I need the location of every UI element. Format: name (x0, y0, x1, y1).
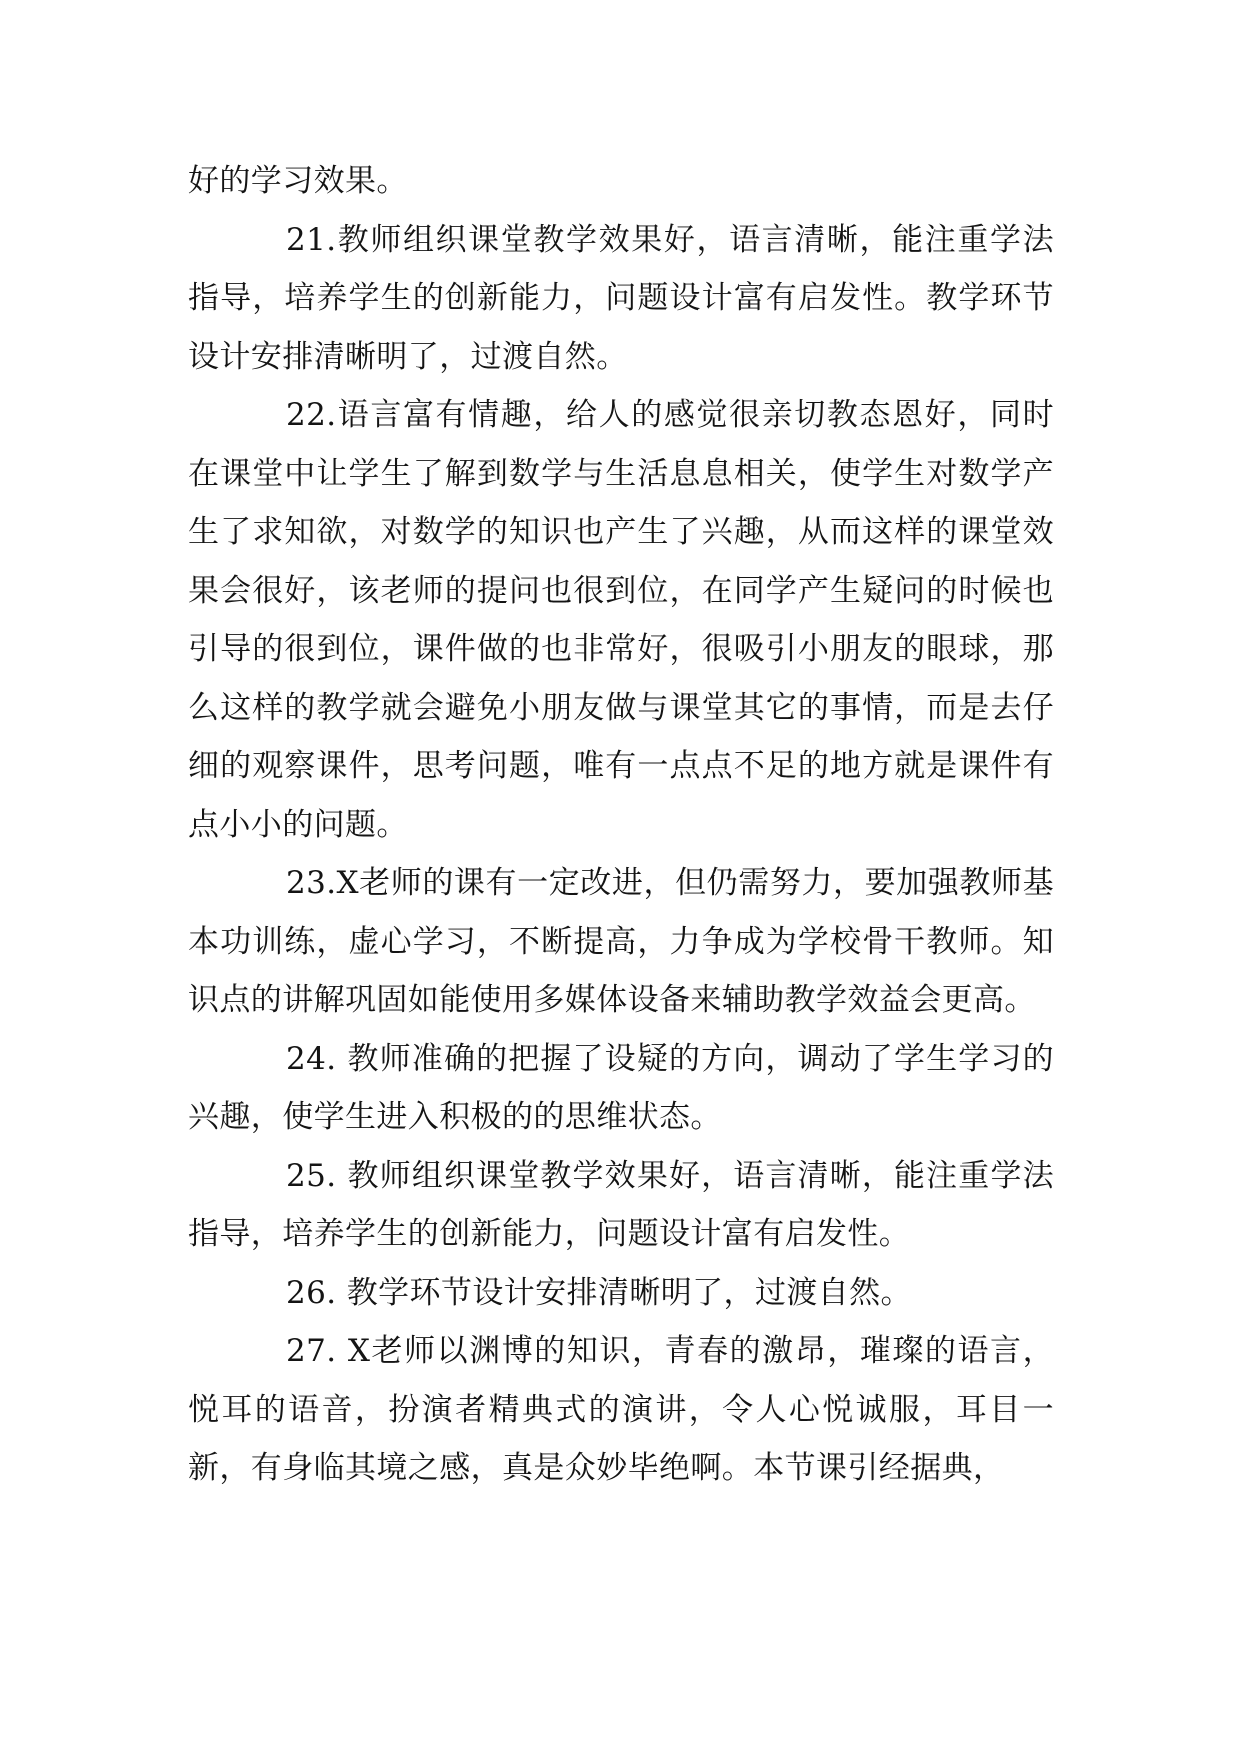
paragraph-23: 23.X老师的课有一定改进，但仍需努力，要加强教师基本功训练，虚心学习，不断提高，力争成为学校骨干教师。知识点的讲解巩固如能使用多媒体设备来辅助教学效益会更高。 (188, 865, 1054, 1018)
paragraph-24: 24. 教师准确的把握了设疑的方向，调动了学生学习的兴趣，使学生进入积极的的思维状态。 (188, 1040, 1054, 1135)
document-page (188, 152, 1054, 1498)
paragraph-25: 25. 教师组织课堂教学效果好，语言清晰，能注重学法指导，培养学生的创新能力，问题设计富有启发性。 (188, 1157, 1054, 1252)
paragraph-26: 26. 教学环节设计安排清晰明了，过渡自然。 (286, 1274, 912, 1311)
paragraph-27: 27. X老师以渊博的知识，青春的激昂，璀璨的语言，悦耳的语音，扮演者精典式的演讲，令人心悦诚服，耳目一新，有身临其境之感，真是众妙毕绝啊。本节课引经据典， (188, 1333, 1054, 1486)
paragraph-21: 21.教师组织课堂教学效果好，语言清晰，能注重学法指导，培养学生的创新能力，问题设计富有启发性。教学环节设计安排清晰明了，过渡自然。 (188, 221, 1054, 375)
paragraph-22: 22.语言富有情趣，给人的感觉很亲切教态恩好，同时在课堂中让学生了解到数学与生活息息相关，使学生对数学产生了求知欲，对数学的知识也产生了兴趣，从而这样的课堂效果会很好，该老师的提问也很到位，在同学产生疑问的时候也引导的很到位，课件做的也非常好，很吸引小朋友的眼球，那么这样的教学就会避免小朋友做与课堂其它的事情，而是去仔细的观察课件，思考问题，唯有一点点不足的地方就是课件有点小小的问题。 (188, 397, 1054, 843)
paragraph-continuation: 好的学习效果。 (188, 163, 408, 199)
